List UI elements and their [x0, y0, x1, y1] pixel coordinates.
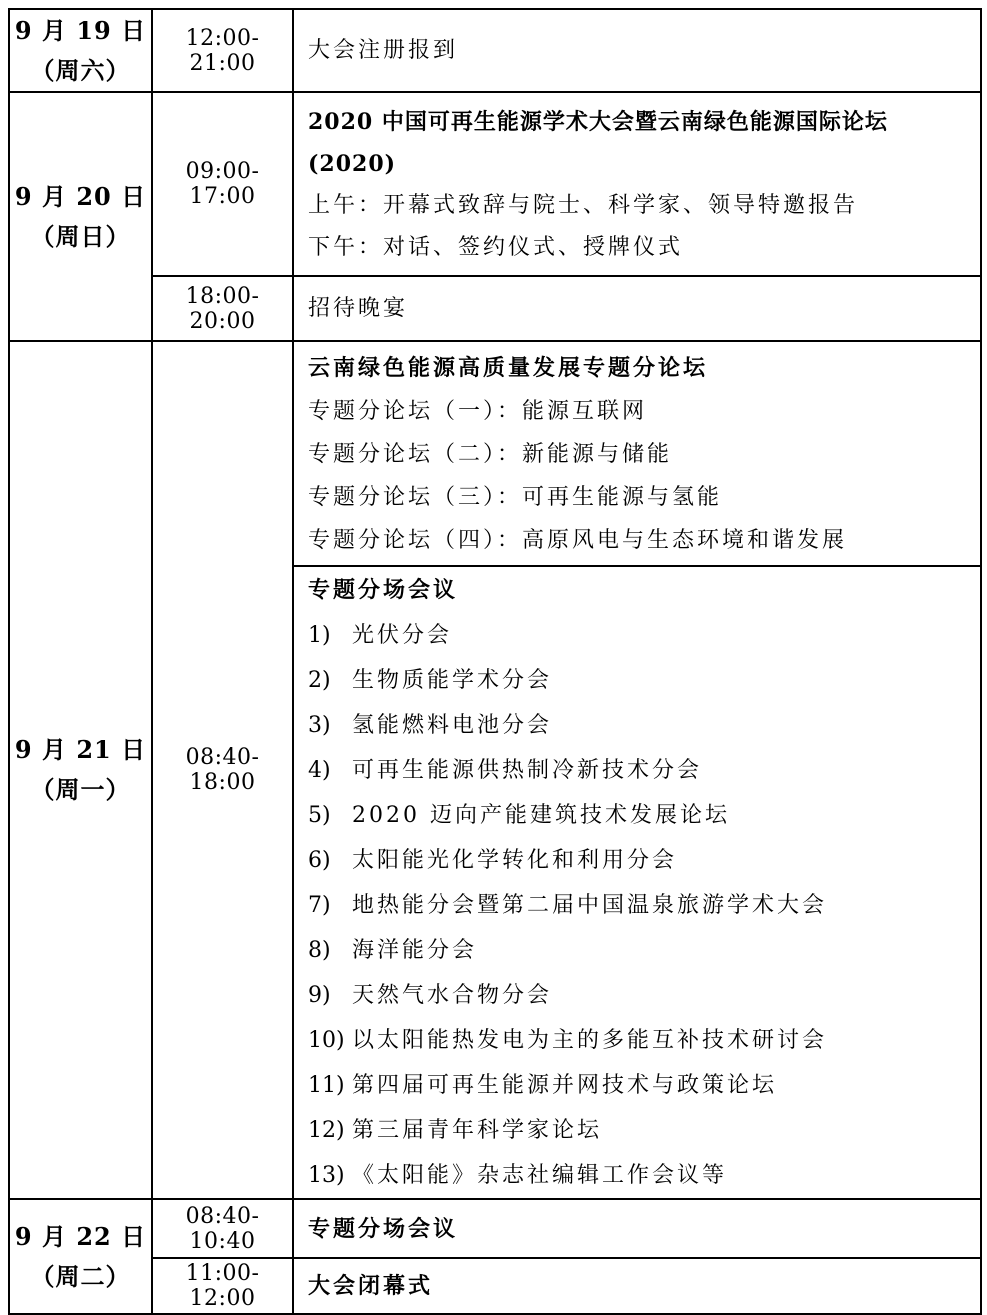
list-item: [308, 1108, 974, 1153]
item-number: 2): [308, 667, 331, 693]
time-cell-day2-session1: 09:00-17:00: [152, 92, 293, 276]
item-text: 海洋能分会: [352, 937, 478, 963]
weekday-text: （周日）: [30, 221, 131, 251]
conference-schedule-table: [8, 8, 982, 1315]
event-cell-day4-session1: [293, 1199, 981, 1258]
event-cell-day2-session1: [293, 92, 981, 276]
list-item: [308, 793, 974, 838]
item-text: 可再生能源供热制冷新技术分会: [352, 757, 703, 783]
forum-item: 专题分论坛（二）：新能源与储能: [308, 442, 673, 467]
session-block-title: 专题分场会议: [308, 576, 459, 603]
event-text: 专题分场会议: [308, 1215, 459, 1242]
item-number: 5): [308, 802, 331, 828]
date-cell-day3: [9, 341, 152, 1199]
date-text: 9 月 22 日: [14, 1221, 147, 1251]
item-number: 1): [308, 622, 331, 648]
item-number: 8): [308, 937, 331, 963]
table-row-day2-session2: [9, 276, 981, 341]
item-text: 地热能分会暨第二届中国温泉旅游学术大会: [352, 892, 828, 918]
item-number: 7): [308, 892, 331, 918]
list-item: [308, 1018, 974, 1063]
table-row-day1: [9, 9, 981, 92]
date-text: 9 月 20 日: [14, 181, 147, 211]
event-title: 2020 中国可再生能源学术大会暨云南绿色能源国际论坛 (2020): [308, 109, 888, 177]
forum-item: 专题分论坛（四）：高原风电与生态环境和谐发展: [308, 528, 848, 553]
event-cell-day1-session1: [293, 9, 981, 92]
list-item: [308, 613, 974, 658]
list-item: [308, 748, 974, 793]
list-item: [308, 703, 974, 748]
table-row-day2-session1: [9, 92, 981, 276]
date-cell-day1: [9, 9, 152, 92]
event-cell-day3-forums: [293, 341, 981, 566]
time-cell-day2-session2: 18:00-20:00: [152, 276, 293, 341]
item-text: 第四届可再生能源并网技术与政策论坛: [352, 1072, 778, 1098]
item-number: 6): [308, 847, 331, 873]
date-cell-day2: [9, 92, 152, 341]
event-cell-day4-session2: [293, 1258, 981, 1314]
item-text: 氢能燃料电池分会: [352, 712, 553, 738]
weekday-text: （周六）: [30, 55, 131, 85]
table-row-day4-session2: [9, 1258, 981, 1314]
event-cell-day2-session2: [293, 276, 981, 341]
item-text: 以太阳能热发电为主的多能互补技术研讨会: [352, 1027, 828, 1053]
item-text: 生物质能学术分会: [352, 667, 553, 693]
item-text: 太阳能光化学转化和利用分会: [352, 847, 678, 873]
table-row-day4-session1: [9, 1199, 981, 1258]
item-number: 10): [308, 1027, 345, 1053]
date-cell-day4: [9, 1199, 152, 1314]
list-item: [308, 1063, 974, 1108]
item-number: 4): [308, 757, 331, 783]
forum-item: 专题分论坛（三）：可再生能源与氢能: [308, 485, 723, 510]
item-number: 3): [308, 712, 331, 738]
forum-item: 专题分论坛（一）：能源互联网: [308, 399, 648, 424]
list-item: [308, 658, 974, 703]
weekday-text: （周一）: [30, 775, 131, 804]
list-item: [308, 1153, 974, 1198]
date-text: 9 月 21 日: [14, 735, 147, 764]
event-cell-day3-sessions: [293, 566, 981, 1199]
weekday-text: （周二）: [30, 1261, 131, 1291]
forum-block-title: 云南绿色能源高质量发展专题分论坛: [308, 355, 709, 381]
item-text: 第三届青年科学家论坛: [352, 1117, 603, 1143]
event-text: 大会注册报到: [308, 37, 459, 63]
event-text: 大会闭幕式: [308, 1273, 434, 1299]
list-item: [308, 973, 974, 1018]
date-text: 9 月 19 日: [14, 15, 147, 45]
item-text: 《太阳能》杂志社编辑工作会议等: [352, 1162, 728, 1188]
item-number: 13): [308, 1162, 345, 1188]
item-number: 12): [308, 1117, 345, 1143]
event-text: 招待晚宴: [308, 295, 409, 321]
item-text: 天然气水合物分会: [352, 982, 553, 1008]
item-text: 2020 迈向产能建筑技术发展论坛: [352, 802, 730, 828]
event-text: 上午：开幕式致辞与院士、科学家、领导特邀报告: [308, 193, 859, 218]
list-item: [308, 928, 974, 973]
list-item: [308, 883, 974, 928]
item-number: 9): [308, 982, 331, 1008]
item-text: 光伏分会: [352, 622, 453, 648]
time-cell-day1-session1: 12:00-21:00: [152, 9, 293, 92]
time-cell-day4-session2: 11:00-12:00: [152, 1258, 293, 1314]
event-text: 下午：对话、签约仪式、授牌仪式: [308, 235, 684, 260]
item-number: 11): [308, 1072, 345, 1098]
list-item: [308, 838, 974, 883]
time-cell-day4-session1: 08:40-10:40: [152, 1199, 293, 1258]
table-row-day3-forums: [9, 341, 981, 566]
time-cell-day3: 08:40-18:00: [152, 341, 293, 1199]
